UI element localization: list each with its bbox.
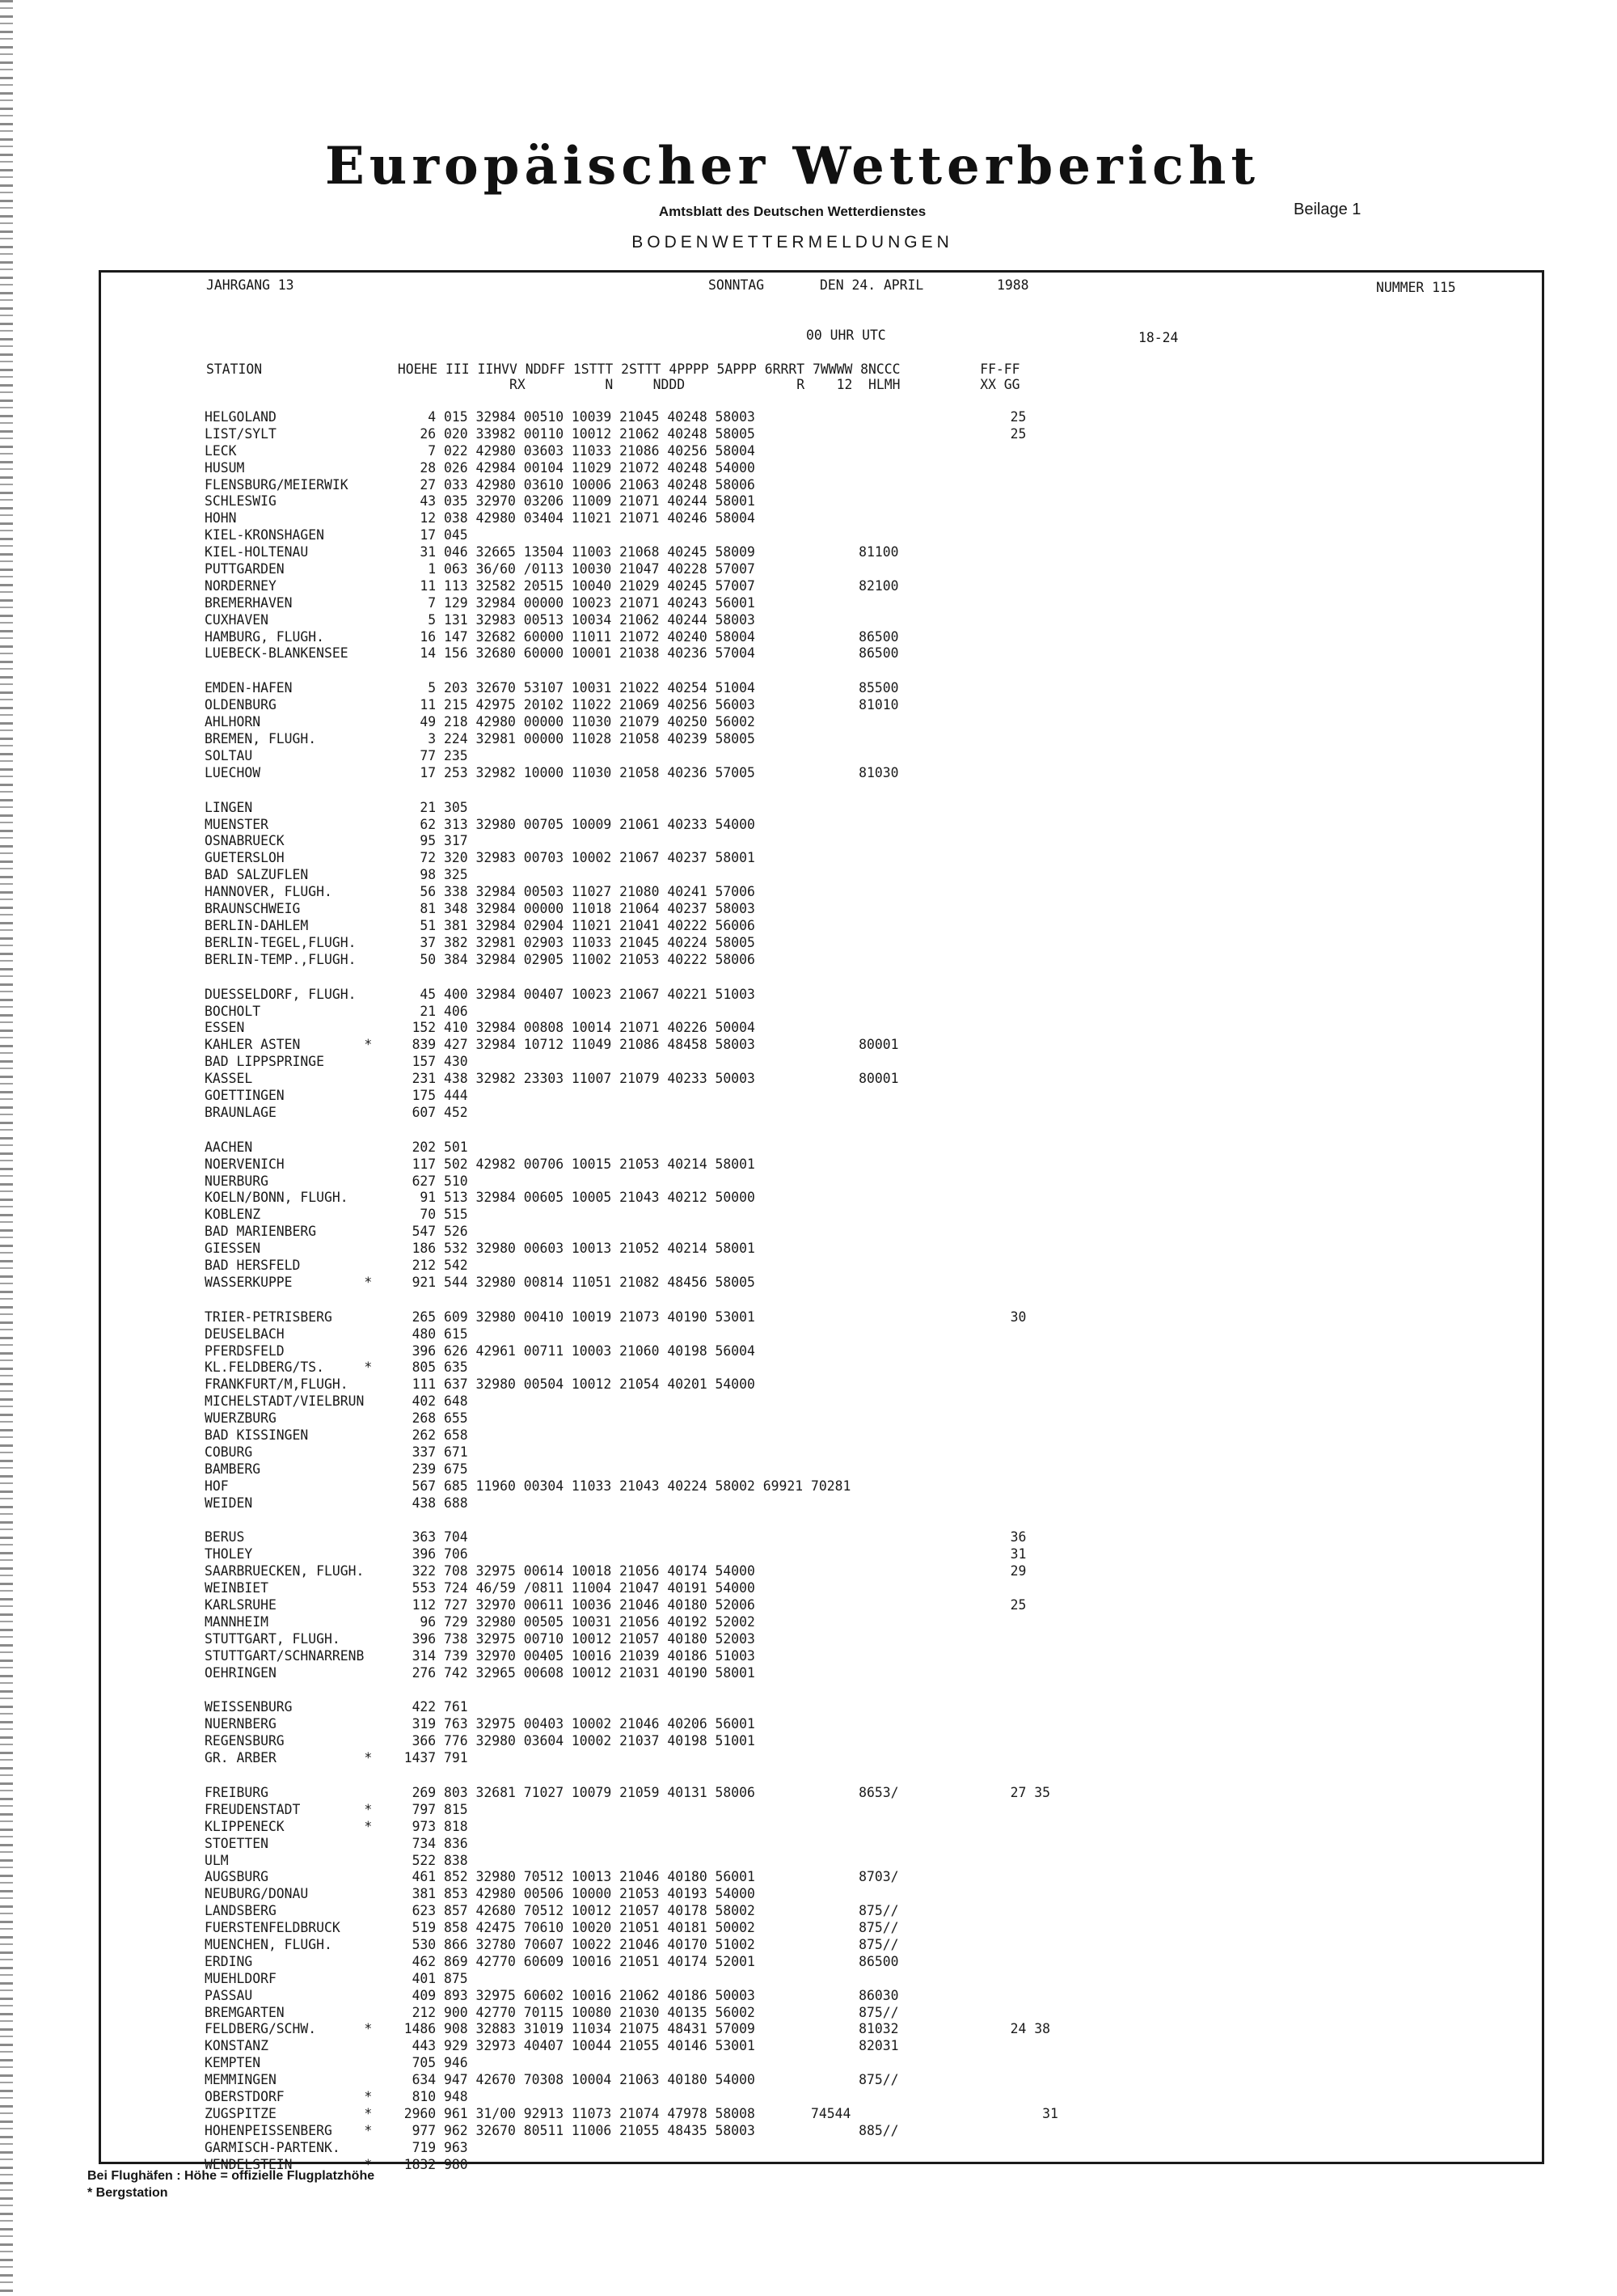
station-row: HOHENPEISSENBERG * 977 962 32670 80511 11006 21055 48435 58003 885// [205, 2122, 899, 2138]
station-row: KASSEL 231 438 32982 23303 11007 21079 40233 50003 80001 [205, 1071, 899, 1087]
station-row: HOHN 12 038 42980 03404 11021 21071 40246 58004 [205, 510, 755, 526]
station-row: MICHELSTADT/VIELBRUN 402 648 [205, 1393, 468, 1410]
station-row: KONSTANZ 443 929 32973 40407 10044 21055 40146 53001 82031 [205, 2038, 899, 2054]
station-row: AHLHORN 49 218 42980 00000 11030 21079 40250 56002 [205, 714, 755, 730]
station-row: KOELN/BONN, FLUGH. 91 513 32984 00605 10005 21043 40212 50000 [205, 1190, 755, 1206]
station-row: BAD MARIENBERG 547 526 [205, 1224, 468, 1240]
station-row: KIEL-KRONSHAGEN 17 045 [205, 527, 468, 543]
station-row: WEIDEN 438 688 [205, 1495, 468, 1511]
station-row: KARLSRUHE 112 727 32970 00611 10036 21046 40180 52006 25 [205, 1597, 1027, 1613]
station-table [205, 409, 1058, 2174]
station-row: TRIER-PETRISBERG 265 609 32980 00410 10019 21073 40190 53001 30 [205, 1309, 1027, 1325]
issue-number: NUMMER 115 [1376, 280, 1456, 295]
station-row: HOF 567 685 11960 00304 11033 21043 40224 58002 69921 70281 [205, 1478, 851, 1494]
station-row: BAMBERG 239 675 [205, 1461, 468, 1477]
station-row: KIEL-HOLTENAU 31 046 32665 13504 11003 21068 40245 58009 81100 [205, 544, 899, 560]
station-row: MANNHEIM 96 729 32980 00505 10031 21056 40192 52002 [205, 1613, 755, 1630]
station-row: AACHEN 202 501 [205, 1139, 468, 1155]
station-row: FLENSBURG/MEIERWIK 27 033 42980 03610 10006 21063 40248 58006 [205, 476, 755, 493]
station-row: BERLIN-DAHLEM 51 381 32984 02904 11021 21041 40222 56006 [205, 917, 755, 933]
station-row: KOBLENZ 70 515 [205, 1207, 468, 1223]
station-row: BOCHOLT 21 406 [205, 1003, 468, 1019]
station-row: WUERZBURG 268 655 [205, 1410, 468, 1427]
station-row: FRANKFURT/M,FLUGH. 111 637 32980 00504 10012 21054 40201 54000 [205, 1376, 755, 1393]
station-row: LECK 7 022 42980 03603 11033 21086 40256 58004 [205, 442, 755, 459]
station-row: KEMPTEN 705 946 [205, 2055, 468, 2071]
station-row: SOLTAU 77 235 [205, 747, 468, 763]
station-row: HANNOVER, FLUGH. 56 338 32984 00503 11027 21080 40241 57006 [205, 884, 755, 900]
station-row: HELGOLAND 4 015 32984 00510 10039 21045 40248 58003 25 [205, 409, 1027, 425]
station-row: GUETERSLOH 72 320 32983 00703 10002 21067 40237 58001 [205, 850, 755, 866]
station-row: WASSERKUPPE * 921 544 32980 00814 11051 21082 48456 58005 [205, 1274, 755, 1290]
station-row: BAD SALZUFLEN 98 325 [205, 867, 468, 883]
station-row: OEHRINGEN 276 742 32965 00608 10012 21031 40190 58001 [205, 1664, 755, 1681]
station-row: MUEHLDORF 401 875 [205, 1970, 468, 1986]
binding-edge [0, 0, 13, 2296]
supplement-label: Beilage 1 [1294, 201, 1362, 218]
group-spacer [205, 1122, 1058, 1140]
year-label: 1988 [997, 277, 1029, 293]
station-row: THOLEY 396 706 31 [205, 1546, 1027, 1562]
column-subheaders: RX N NDDD R 12 HLMH XX GG [206, 377, 1020, 392]
station-row: BRAUNLAGE 607 452 [205, 1104, 468, 1120]
station-row: EMDEN-HAFEN 5 203 32670 53107 10031 21022 40254 51004 85500 [205, 680, 899, 696]
station-row: BERLIN-TEGEL,FLUGH. 37 382 32981 02903 11033 21045 40224 58005 [205, 934, 755, 950]
station-row: STUTTGART/SCHNARRENB 314 739 32970 00405 10016 21039 40186 51003 [205, 1647, 755, 1664]
station-row: FELDBERG/SCHW. * 1486 908 32883 31019 11034 21075 48431 57009 81032 24 38 [205, 2021, 1051, 2037]
page-title: Europäischer Wetterbericht [325, 136, 1260, 197]
station-row: BAD LIPPSPRINGE 157 430 [205, 1054, 468, 1070]
station-row: LUECHOW 17 253 32982 10000 11030 21058 40236 57005 81030 [205, 764, 899, 780]
station-row: LIST/SYLT 26 020 33982 00110 10012 21062 40248 58005 25 [205, 425, 1027, 442]
station-row: ZUGSPITZE * 2960 961 31/00 92913 11073 21074 47978 58008 74544 31 [205, 2105, 1058, 2121]
station-row: ULM 522 838 [205, 1852, 468, 1868]
station-row: OSNABRUECK 95 317 [205, 833, 468, 849]
volume-label: JAHRGANG 13 [206, 277, 294, 293]
station-row: LUEBECK-BLANKENSEE 14 156 32680 60000 10001 21038 40236 57004 86500 [205, 645, 899, 662]
station-row: LINGEN 21 305 [205, 799, 468, 815]
station-row: WEISSENBURG 422 761 [205, 1699, 468, 1715]
station-row: PFERDSFELD 396 626 42961 00711 10003 21060 40198 56004 [205, 1343, 755, 1359]
station-row: OLDENBURG 11 215 42975 20102 11022 21069 40256 56003 81010 [205, 697, 899, 713]
station-row: WEINBIET 553 724 46/59 /0811 11004 21047 40191 54000 [205, 1580, 755, 1596]
station-row: WENDELSTEIN * 1832 980 [205, 2156, 468, 2172]
station-row: BREMERHAVEN 7 129 32984 00000 10023 21071 40243 56001 [205, 594, 755, 611]
footnote-mountain: * Bergstation [87, 2186, 168, 2200]
station-row: HAMBURG, FLUGH. 16 147 32682 60000 11011 21072 40240 58004 86500 [205, 628, 899, 645]
station-row: SCHLESWIG 43 035 32970 03206 11009 21071 40244 58001 [205, 493, 755, 510]
station-row: BREMEN, FLUGH. 3 224 32981 00000 11028 21058 40239 58005 [205, 731, 755, 747]
station-row: STUTTGART, FLUGH. 396 738 32975 00710 10012 21057 40180 52003 [205, 1630, 755, 1647]
station-row: NUERNBERG 319 763 32975 00403 10002 21046 40206 56001 [205, 1716, 755, 1732]
station-row: LANDSBERG 623 857 42680 70512 10012 21057 40178 58002 875// [205, 1903, 899, 1919]
column-headers: STATION HOEHE III IIHVV NDDFF 1STTT 2STTT 4PPPP 5APPP 6RRRT 7WWWW 8NCCC FF-FF [206, 362, 1020, 377]
date-label: DEN 24. APRIL [820, 277, 924, 293]
station-row: GOETTINGEN 175 444 [205, 1087, 468, 1103]
group-spacer [205, 1292, 1058, 1309]
station-row: KL.FELDBERG/TS. * 805 635 [205, 1359, 468, 1376]
station-row: KAHLER ASTEN * 839 427 32984 10712 11049 21086 48458 58003 80001 [205, 1037, 899, 1053]
station-row: REGENSBURG 366 776 32980 03604 10002 21037 40198 51001 [205, 1733, 755, 1749]
station-row: FUERSTENFELDBRUCK 519 858 42475 70610 10020 21051 40181 50002 875// [205, 1920, 899, 1936]
station-row: BRAUNSCHWEIG 81 348 32984 00000 11018 21064 40237 58003 [205, 901, 755, 917]
station-row: KLIPPENECK * 973 818 [205, 1818, 468, 1834]
weekday-label: SONNTAG [708, 277, 765, 293]
station-row: BREMGARTEN 212 900 42770 70115 10080 21030 40135 56002 875// [205, 2004, 899, 2020]
station-row: NORDERNEY 11 113 32582 20515 10040 21029 40245 57007 82100 [205, 577, 899, 594]
group-spacer [205, 1512, 1058, 1529]
station-row: NUERBURG 627 510 [205, 1173, 468, 1189]
station-row: FREIBURG 269 803 32681 71027 10079 21059 40131 58006 8653/ 27 35 [205, 1785, 1051, 1801]
page-subtitle: Amtsblatt des Deutschen Wetterdienstes [658, 204, 927, 219]
station-row: GIESSEN 186 532 32980 00603 10013 21052 40214 58001 [205, 1241, 755, 1257]
group-spacer [205, 969, 1058, 987]
station-row: BAD HERSFELD 212 542 [205, 1257, 468, 1273]
station-row: OBERSTDORF * 810 948 [205, 2089, 468, 2105]
station-row: GR. ARBER * 1437 791 [205, 1750, 468, 1766]
station-row: BERLIN-TEMP.,FLUGH. 50 384 32984 02905 11002 21053 40222 58006 [205, 951, 755, 967]
section-title: BODENWETTERMELDUNGEN [631, 233, 953, 252]
station-row: BERUS 363 704 36 [205, 1529, 1027, 1545]
station-row: PUTTGARDEN 1 063 36/60 /0113 10030 21047 40228 57007 [205, 561, 755, 577]
group-spacer [205, 1681, 1058, 1699]
station-row: ERDING 462 869 42770 60609 10016 21051 40174 52001 86500 [205, 1953, 899, 1969]
station-row: HUSUM 28 026 42984 00104 11029 21072 40248 54000 [205, 459, 755, 476]
station-row: PASSAU 409 893 32975 60602 10016 21062 40186 50003 86030 [205, 1987, 899, 2003]
group-spacer [205, 1767, 1058, 1785]
station-row: BAD KISSINGEN 262 658 [205, 1427, 468, 1443]
group-spacer [205, 662, 1058, 680]
station-row: STOETTEN 734 836 [205, 1835, 468, 1851]
footnote-airport: Bei Flughäfen : Höhe = offizielle Flugplatzhöhe [87, 2169, 375, 2183]
observation-time: 00 UHR UTC [806, 328, 886, 343]
station-row: DEUSELBACH 480 615 [205, 1326, 468, 1342]
station-row: FREUDENSTADT * 797 815 [205, 1801, 468, 1817]
period-label: 18-24 [1138, 330, 1179, 345]
station-row: CUXHAVEN 5 131 32983 00513 10034 21062 40244 58003 [205, 611, 755, 628]
station-row: ESSEN 152 410 32984 00808 10014 21071 40226 50004 [205, 1020, 755, 1036]
station-row: MUENSTER 62 313 32980 00705 10009 21061 40233 54000 [205, 816, 755, 832]
group-spacer [205, 782, 1058, 800]
station-row: MUENCHEN, FLUGH. 530 866 32780 70607 10022 21046 40170 51002 875// [205, 1937, 899, 1953]
station-row: NOERVENICH 117 502 42982 00706 10015 21053 40214 58001 [205, 1156, 755, 1172]
station-row: DUESSELDORF, FLUGH. 45 400 32984 00407 10023 21067 40221 51003 [205, 986, 755, 1002]
station-row: SAARBRUECKEN, FLUGH. 322 708 32975 00614 10018 21056 40174 54000 29 [205, 1563, 1027, 1579]
station-row: COBURG 337 671 [205, 1444, 468, 1460]
station-row: GARMISCH-PARTENK. 719 963 [205, 2139, 468, 2155]
station-row: NEUBURG/DONAU 381 853 42980 00506 10000 21053 40193 54000 [205, 1886, 755, 1902]
station-row: AUGSBURG 461 852 32980 70512 10013 21046 40180 56001 8703/ [205, 1869, 899, 1885]
station-row: MEMMINGEN 634 947 42670 70308 10004 21063 40180 54000 875// [205, 2072, 899, 2088]
